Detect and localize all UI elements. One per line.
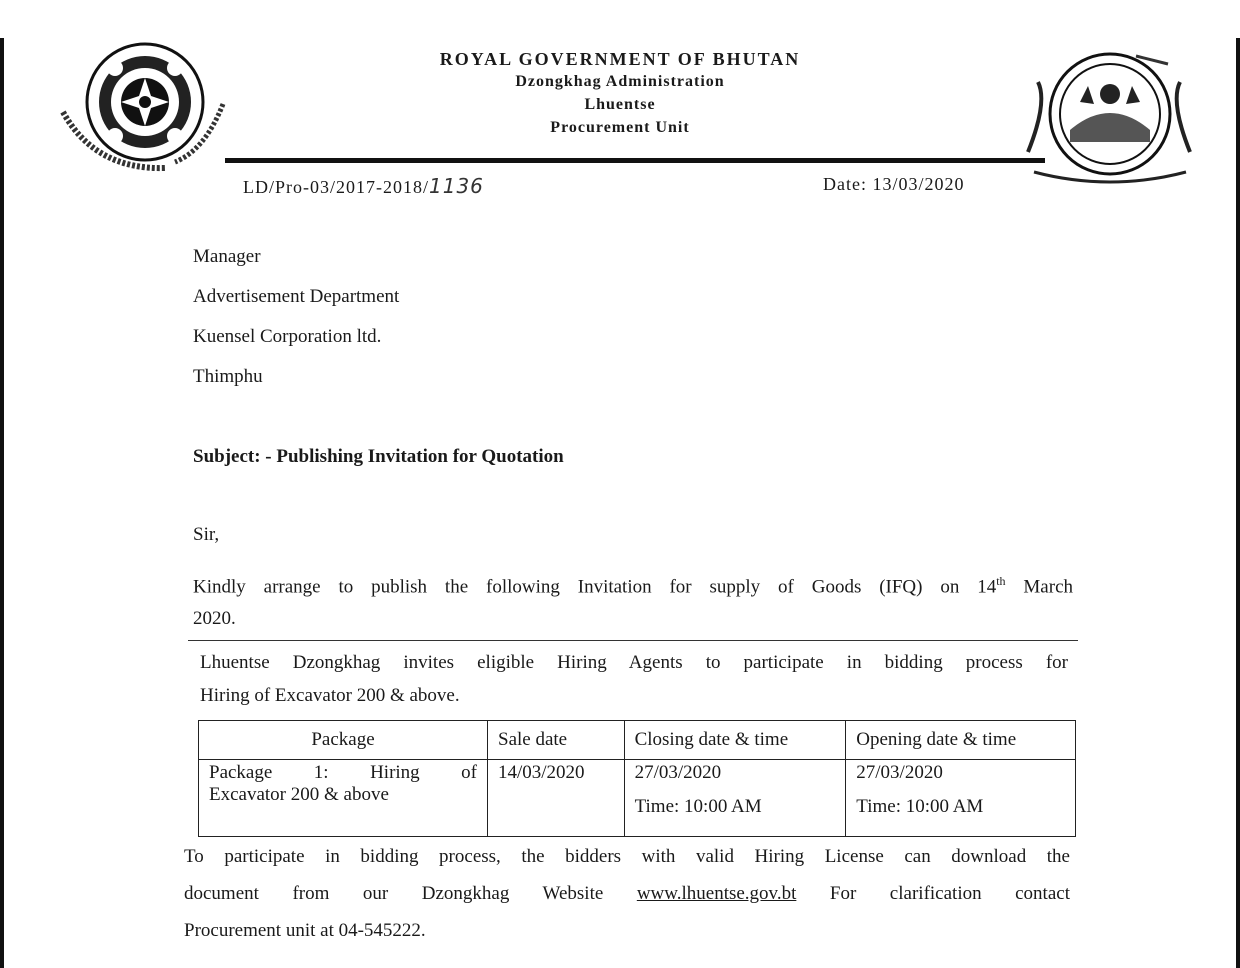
notice-line-1: Lhuentse Dzongkhag invites eligible Hiring Agents to participate in bidding process for — [200, 652, 1068, 673]
royal-emblem-icon — [55, 40, 230, 180]
column-header-closing: Closing date & time — [624, 721, 846, 760]
ifq-notice — [200, 646, 1068, 712]
column-header-sale-date: Sale date — [488, 721, 625, 760]
ifq-table — [198, 720, 1076, 837]
body-line-1 — [193, 565, 1073, 603]
closing-line-2 — [184, 875, 1070, 912]
scan-left-edge — [0, 38, 4, 968]
reference-number — [243, 174, 484, 198]
package-line-1: Package 1: Hiring of — [209, 762, 477, 783]
package-line-2: Excavator 200 & above — [209, 784, 389, 805]
website-link[interactable]: www.lhuentse.gov.bt — [636, 883, 797, 904]
letterhead-unit: Procurement Unit — [550, 119, 690, 136]
ordinal-suffix: th — [996, 574, 1006, 588]
cell-sale-date: 14/03/2020 — [488, 760, 625, 837]
closing-line-3: Procurement unit at 04-545222. — [184, 920, 426, 941]
body-paragraph — [193, 565, 1073, 635]
letter-date: Date: 13/03/2020 — [823, 174, 965, 194]
addressee-line: Advertisement Department — [193, 286, 400, 307]
addressee-line: Kuensel Corporation ltd. — [193, 326, 382, 347]
closing-time: Time: 10:00 AM — [634, 796, 762, 817]
cell-package — [199, 760, 488, 837]
reference-handwritten: 1136 — [429, 174, 484, 198]
cell-opening — [846, 760, 1076, 837]
cell-closing — [624, 760, 846, 837]
scan-right-edge — [1236, 38, 1240, 968]
opening-date: 27/03/2020 — [856, 762, 943, 783]
body-line-1-end: March — [1005, 576, 1073, 598]
body-line-1-text: Kindly arrange to publish the following Invitation for supply of Goods (IFQ) on 14 — [193, 576, 997, 598]
letterhead-district: Lhuentse — [584, 96, 656, 113]
column-header-opening: Opening date & time — [846, 721, 1076, 760]
closing-paragraph — [184, 838, 1070, 949]
letterhead-administration: Dzongkhag Administration — [515, 73, 725, 90]
addressee-line: Manager — [193, 246, 261, 267]
table-header-row — [199, 721, 1076, 760]
notice-line-2: Hiring of Excavator 200 & above. — [200, 685, 460, 706]
table-row — [199, 760, 1076, 837]
closing-line-2-end: For clarification contact — [796, 883, 1070, 904]
body-line-2: 2020. — [193, 608, 236, 630]
dzongkhag-seal-icon — [1018, 42, 1200, 190]
closing-line-2-start: document from our Dzongkhag Website — [184, 883, 637, 904]
closing-line-1: To participate in bidding process, the bidders with valid Hiring License can download the — [184, 846, 1070, 867]
letterhead-rule — [225, 158, 1045, 163]
letter-subject: Subject: - Publishing Invitation for Quotation — [193, 446, 564, 467]
letterhead — [380, 48, 860, 139]
column-header-package: Package — [199, 721, 488, 760]
addressee-line: Thimphu — [193, 366, 263, 387]
letterhead-government: ROYAL GOVERNMENT OF BHUTAN — [439, 49, 801, 69]
salutation: Sir, — [193, 524, 220, 545]
notice-divider — [188, 640, 1078, 641]
opening-time: Time: 10:00 AM — [856, 796, 984, 817]
reference-number-text: LD/Pro-03/2017-2018/ — [243, 177, 429, 197]
closing-date: 27/03/2020 — [634, 762, 722, 783]
